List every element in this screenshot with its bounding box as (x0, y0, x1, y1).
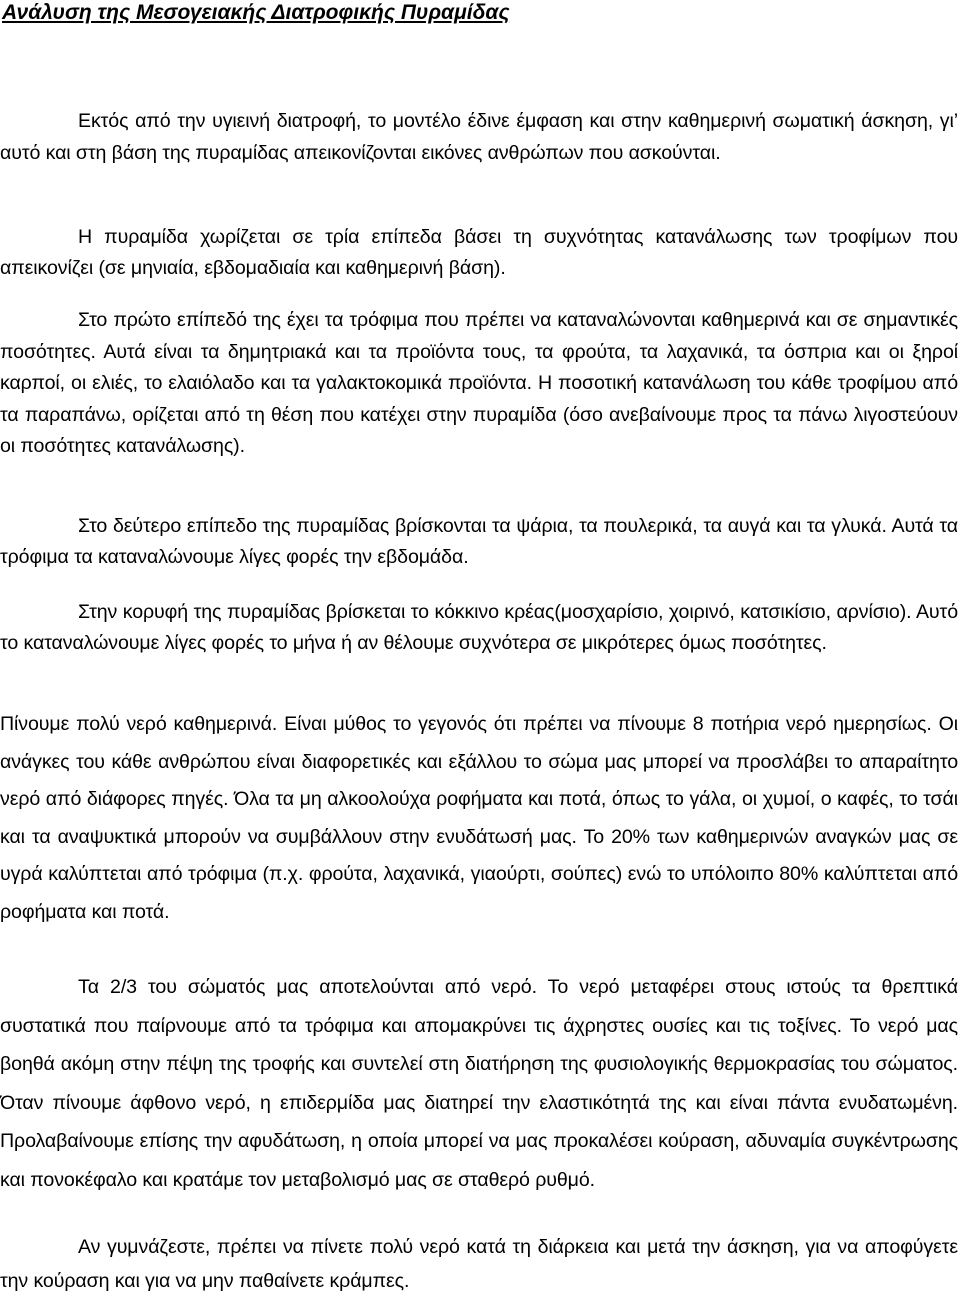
paragraph-first-level: Στο πρώτο επίπεδό της έχει τα τρόφιμα που πρέπει να καταναλώνονται καθημερινά και σε σημαντικές ποσότητες. Αυτά είναι τα δημητριακά και τα προϊόντα τους, τα φρούτα, τα λαχανικά, τα όσπρια και οι ξηροί καρποί, οι ελιές, το ελαιόλαδο και τα γαλακτοκομικά προϊόντα. Η ποσοτική κατανάλωση του κάθε τροφίμου από τα παραπάνω, ορίζεται από τη θέση που κατέχει στην πυραμίδα (όσο ανεβαίνουμε προς τα πάνω λιγοστεύουν οι ποσότητες κατανάλωσης). (0, 309, 958, 457)
document-title: Ανάλυση της Μεσογειακής Διατροφικής Πυραμίδας (2, 1, 510, 24)
paragraph-pyramid-levels: Η πυραμίδα χωρίζεται σε τρία επίπεδα βάσει τη συχνότητας κατανάλωσης των τροφίμων που απεικονίζει (σε μηνιαία, εβδομαδιαία και καθημερινή βάση). (0, 226, 958, 279)
paragraph-exercise: Εκτός από την υγιεινή διατροφή, το μοντέλο έδινε έμφαση και στην καθημερινή σωματική άσκηση, γι’ αυτό και στη βάση της πυραμίδας απεικονίζονται εικόνες ανθρώπων που ασκούνται. (0, 110, 958, 164)
paragraph-second-level: Στο δεύτερο επίπεδο της πυραμίδας βρίσκονται τα ψάρια, τα πουλερικά, τα αυγά και τα γλυκά. Αυτά τα τρόφιμα τα καταναλώνουμε λίγες φορές την εβδομάδα. (0, 515, 958, 568)
paragraph-top-level: Στην κορυφή της πυραμίδας βρίσκεται το κόκκινο κρέας(μοσχαρίσιο, χοιρινό, κατσικίσιο, αρνίσιο). Αυτό το καταναλώνουμε λίγες φορές το μήνα ή αν θέλουμε συχνότερα σε μικρότερες όμως ποσότητες. (0, 601, 958, 654)
paragraph-exercise-water: Αν γυμνάζεστε, πρέπει να πίνετε πολύ νερό κατά τη διάρκεια και μετά την άσκηση, για να αποφύγετε την κούραση και για να μην παθαίνετε κράμπες. (0, 1236, 958, 1292)
paragraph-water-body: Τα 2/3 του σώματός μας αποτελούνται από νερό. Το νερό μεταφέρει στους ιστούς τα θρεπτικά συστατικά που παίρνουμε από τα τρόφιμα και απομακρύνει τις άχρηστες ουσίες και τις τοξίνες. Το νερό μας βοηθά ακόμη στην πέψη της τροφής και συντελεί στη διατήρηση της φυσιολογικής θερμοκρασίας του σώματος. Όταν πίνουμε άφθονο νερό, η επιδερμίδα μας διατηρεί την ελαστικότητά της και είναι πάντα ενυδατωμένη. Προλαβαίνουμε επίσης την αφυδάτωση, η οποία μπορεί να μας προκαλέσει κούραση, αδυναμία συγκέντρωσης και πονοκέφαλο και κρατάμε τον μεταβολισμό μας σε σταθερό ρυθμό. (0, 976, 958, 1191)
paragraph-water-intake: Πίνουμε πολύ νερό καθημερινά. Είναι μύθος το γεγονός ότι πρέπει να πίνουμε 8 ποτήρια νερό ημερησίως. Οι ανάγκες του κάθε ανθρώπου είναι διαφορετικές και εξάλλου το σώμα μας μπορεί να προσλάβει το απαραίτητο νερό από διάφορες πηγές. Όλα τα μη αλκοολούχα ροφήματα και ποτά, όπως το γάλα, οι χυμοί, ο καφές, το τσάι και τα αναψυκτικά μπορούν να συμβάλλουν στην ενυδάτωσή μας. Το 20% των καθημερινών αναγκών μας σε υγρά καλύπτεται από τρόφιμα (π.χ. φρούτα, λαχανικά, γιαούρτι, σούπες) ενώ το υπόλοιπο 80% καλύπτεται από ροφήματα και ποτά. (0, 713, 958, 923)
